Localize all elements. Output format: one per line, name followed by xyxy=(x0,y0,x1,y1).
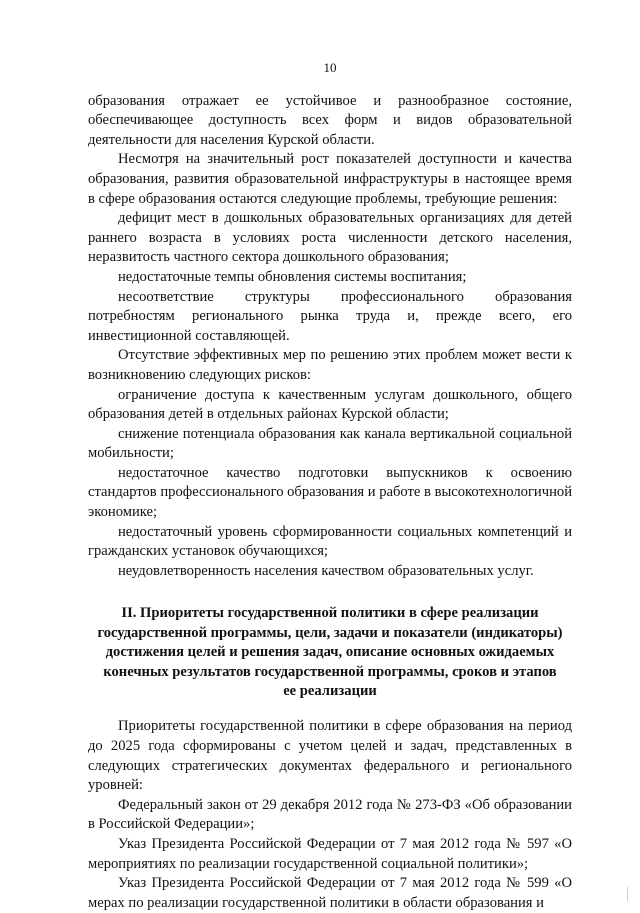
paragraph: неудовлетворенность населения качеством образовательных услуг. xyxy=(118,562,534,579)
paragraph: Указ Президента Российской Федерации от 7 мая 2012 года № 599 «О мерах по реализации государственной политики в области образования и xyxy=(88,875,572,911)
paragraph: несоответствие структуры профессионального образования потребностям регионального рынка труда и, прежде всего, его инвестиционной составляющей. xyxy=(88,288,572,344)
paragraph: Отсутствие эффективных мер по решению этих проблем может вести к возникновению следующих рисков: xyxy=(88,347,572,383)
paragraph: Приоритеты государственной политики в сфере образования на период до 2025 года сформированы с учетом целей и задач, представленных в следующих стратегических документах федерального и регионального уровней: xyxy=(88,718,572,794)
document-page xyxy=(88,58,572,913)
paragraph: Федеральный закон от 29 декабря 2012 года № 273-ФЗ «Об образовании в Российской Федерации»; xyxy=(88,796,572,833)
paragraph: дефицит мест в дошкольных образовательных организациях для детей раннего возраста в условиях роста численности детского населения, неразвитость частного сектора дошкольного образования; xyxy=(88,210,572,266)
paragraph: снижение потенциала образования как канала вертикальной социальной мобильности; xyxy=(88,425,572,462)
section-heading: II. Приоритеты государственной политики в сфере реализации государственной программы, цели, задачи и показатели (индикаторы) достижения целей и решения задач, описание основных ожидаемых конечных результатов государственной программы, сроков и этапов ее реализации xyxy=(97,605,563,700)
paragraph: Несмотря на значительный рост показателей доступности и качества образования, развития образовательной инфраструктуры в настоящее время в сфере образования остаются следующие проблемы, требующие решения: xyxy=(88,151,572,207)
text-block-bottom xyxy=(88,717,572,913)
paragraph: образования отражает ее устойчивое и разнообразное состояние, обеспечивающее доступность всех форм и видов образовательной деятельности для населения Курской области. xyxy=(88,92,572,148)
paragraph: ограничение доступа к качественным услугам дошкольного, общего образования детей в отдельных районах Курской области; xyxy=(88,386,572,423)
paragraph: недостаточные темпы обновления системы воспитания; xyxy=(118,268,467,285)
page-number: 10 xyxy=(323,60,337,75)
paragraph: Указ Президента Российской Федерации от 7 мая 2012 года № 597 «О мероприятиях по реализации государственной социальной политики»; xyxy=(88,836,572,872)
paragraph: недостаточное качество подготовки выпускников к освоению стандартов профессионального образования и работе в высокотехнологичной экономике; xyxy=(88,464,573,521)
scan-edge-mark xyxy=(627,887,634,901)
paragraph: недостаточный уровень сформированности социальных компетенций и гражданских установок обучающихся; xyxy=(88,523,572,560)
text-block-top xyxy=(88,92,572,582)
